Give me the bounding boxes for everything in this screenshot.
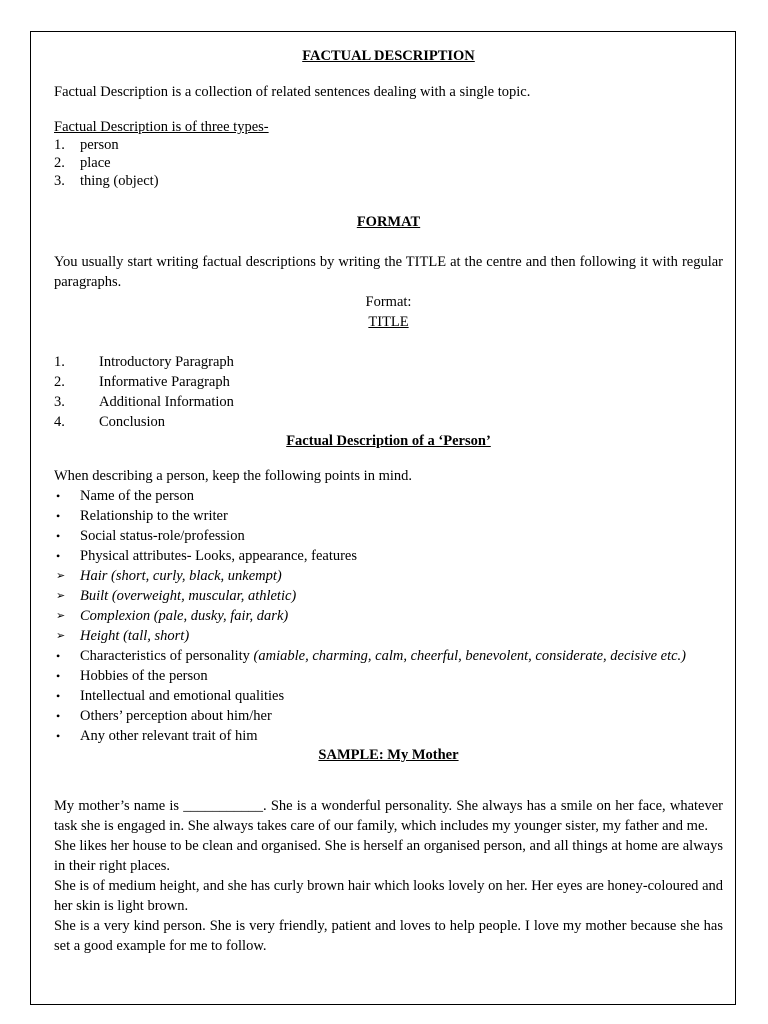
list-text [80, 526, 245, 546]
list-number: 3. [54, 173, 65, 189]
point-detail: Built (overweight, muscular, athletic) [80, 588, 297, 604]
document-title: FACTUAL DESCRIPTION [302, 48, 475, 64]
document-body [54, 46, 723, 956]
list-item [54, 726, 723, 746]
format-title: TITLE [368, 314, 409, 330]
point-text: Physical attributes- Looks, appearance, features [80, 548, 358, 564]
point-detail: Height (tall, short) [80, 628, 190, 644]
list-text: thing (object) [80, 173, 159, 189]
bullet-icon: • [56, 549, 61, 563]
point-text: Hobbies of the person [80, 668, 208, 684]
format-steps-list [54, 352, 723, 432]
point-text: Any other relevant trait of him [80, 728, 258, 744]
list-text [80, 546, 357, 566]
arrow-bullet-icon: ➢ [56, 590, 66, 602]
intro-text: Factual Description is a collection of related sentences dealing with a single topic. [54, 84, 531, 100]
point-detail: Hair (short, curly, black, unkempt) [80, 568, 282, 584]
list-item [54, 486, 723, 506]
list-item [54, 526, 723, 546]
sample-paragraph: My mother’s name is ___________. She is a wonderful personality. She always has a smile on her face, whatever task she is engaged in. She always takes care of our family, which includes my younger sister, my father and me. [54, 798, 723, 834]
list-item [54, 154, 723, 172]
sample-paragraph: She likes her house to be clean and organised. She is herself an organised person, and all things at home are always in their right places. [54, 838, 723, 874]
sample-paragraph: She is a very kind person. She is very friendly, patient and loves to help people. I love my mother because she has set a good example for me to follow. [54, 918, 723, 954]
list-text [80, 626, 189, 646]
list-item [54, 646, 723, 666]
list-text [80, 506, 228, 526]
list-text [80, 486, 194, 506]
list-item [54, 586, 723, 606]
arrow-bullet-icon: ➢ [56, 570, 66, 582]
list-item [54, 392, 723, 412]
point-detail: Complexion (pale, dusky, fair, dark) [80, 608, 289, 624]
list-item [54, 666, 723, 686]
bullet-icon: • [56, 669, 61, 683]
bullet-icon: • [56, 729, 61, 743]
person-heading: Factual Description of a ‘Person’ [286, 433, 491, 449]
list-number: 2. [54, 155, 65, 171]
list-item [54, 412, 723, 432]
point-text: Social status-role/profession [80, 528, 245, 544]
list-item [54, 706, 723, 726]
list-text: place [80, 155, 111, 171]
bullet-icon: • [56, 689, 61, 703]
list-text [80, 566, 282, 586]
list-text: Introductory Paragraph [99, 354, 234, 370]
sample-heading: SAMPLE: My Mother [318, 747, 459, 763]
list-text [80, 726, 258, 746]
point-text: Others’ perception about him/her [80, 708, 272, 724]
person-points-list [54, 486, 723, 746]
format-heading: FORMAT [356, 214, 421, 230]
bullet-icon: • [56, 709, 61, 723]
bullet-icon: • [56, 489, 61, 503]
person-intro: When describing a person, keep the following points in mind. [54, 468, 412, 484]
list-item [54, 352, 723, 372]
point-text: Intellectual and emotional qualities [80, 688, 285, 704]
sample-paragraph: She is of medium height, and she has curly brown hair which looks lovely on her. Her eyes are honey-coloured and her skin is light brown. [54, 878, 723, 914]
list-text [80, 706, 272, 726]
list-number: 4. [54, 414, 65, 430]
list-text [80, 646, 686, 666]
list-item [54, 686, 723, 706]
format-text: You usually start writing factual descriptions by writing the TITLE at the centre and then following it with regular paragraphs. [54, 254, 723, 290]
list-text: Conclusion [99, 414, 166, 430]
list-item [54, 606, 723, 626]
arrow-bullet-icon: ➢ [56, 630, 66, 642]
list-item [54, 506, 723, 526]
list-number: 2. [54, 374, 65, 390]
list-number: 3. [54, 394, 65, 410]
list-text [80, 686, 284, 706]
list-item [54, 546, 723, 566]
point-text: Name of the person [80, 488, 194, 504]
list-item [54, 566, 723, 586]
point-text: Characteristics of personality [80, 648, 254, 664]
list-text [80, 666, 208, 686]
list-text: Informative Paragraph [99, 374, 230, 390]
list-text: Additional Information [99, 394, 234, 410]
list-number: 1. [54, 354, 65, 370]
bullet-icon: • [56, 529, 61, 543]
list-number: 1. [54, 137, 65, 153]
arrow-bullet-icon: ➢ [56, 610, 66, 622]
types-list [54, 136, 723, 190]
list-text [80, 586, 296, 606]
list-item [54, 626, 723, 646]
point-text: Relationship to the writer [80, 508, 228, 524]
list-item [54, 372, 723, 392]
sample-text [54, 796, 723, 956]
bullet-icon: • [56, 509, 61, 523]
list-text: person [80, 137, 119, 153]
list-text [80, 606, 288, 626]
format-label: Format: [365, 294, 412, 310]
bullet-icon: • [56, 649, 61, 663]
list-item [54, 172, 723, 190]
list-item [54, 136, 723, 154]
point-detail: (amiable, charming, calm, cheerful, benevolent, considerate, decisive etc.) [253, 648, 686, 664]
types-heading: Factual Description is of three types- [54, 119, 269, 135]
